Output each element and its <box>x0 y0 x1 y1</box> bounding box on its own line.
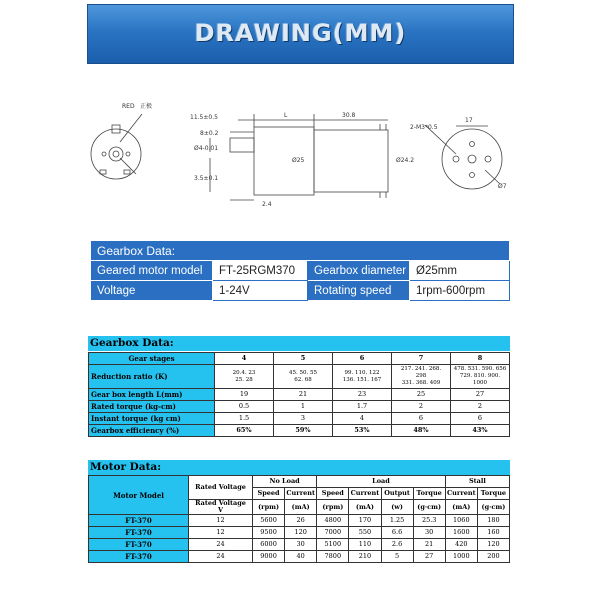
table-cell: 24 <box>189 539 253 551</box>
table-cell: 27 <box>451 389 510 401</box>
dim-8: Ø24.2 <box>396 157 415 164</box>
dim-1: 11.5±0.5 <box>190 114 218 121</box>
table-cell: 8 <box>451 353 510 365</box>
subheader-cell: Output <box>381 488 413 500</box>
table-row <box>89 539 510 551</box>
gearbox-section-title: Gearbox Data: <box>88 336 510 351</box>
table-cell: 210 <box>349 551 381 563</box>
table-cell <box>274 365 333 389</box>
ratio-line: 331. 368. 409 <box>401 380 441 386</box>
table-cell: 4800 <box>317 515 349 527</box>
unit-cell: (g·cm) <box>477 500 509 515</box>
table-cell <box>451 365 510 389</box>
table-cell: 4 <box>215 353 274 365</box>
table-cell: 30 <box>413 527 445 539</box>
dim-7: Ø25 <box>292 157 305 164</box>
table-cell: 5600 <box>253 515 285 527</box>
spec-key: Rotating speed <box>308 281 410 301</box>
banner-title: DRAWING(MM) <box>194 19 407 47</box>
no-load-header: No Load <box>253 476 317 488</box>
red-label: RED <box>122 103 135 110</box>
table-cell: 6 <box>333 353 392 365</box>
ratio-line: 20.4. 23 <box>232 369 256 376</box>
table-cell: 23 <box>333 389 392 401</box>
table-cell: 9500 <box>253 527 285 539</box>
table-cell: 27 <box>413 551 445 563</box>
table-cell: 2.6 <box>381 539 413 551</box>
table-cell: 48% <box>392 425 451 437</box>
table-cell: 12 <box>189 527 253 539</box>
unit-v: V <box>217 506 224 514</box>
subheader-cell: Speed <box>317 488 349 500</box>
rated-voltage-label-2: Rated Voltage <box>195 499 246 507</box>
table-cell: 200 <box>477 551 509 563</box>
motor-model-label: Motor Model <box>89 476 189 515</box>
table-cell: FT-370 <box>89 539 189 551</box>
ratio-line: 45. 50. 55 <box>289 369 317 376</box>
table-cell: 1.5 <box>215 413 274 425</box>
efficiency-label: Gearbox efficiency (%) <box>89 425 215 437</box>
dim-11: 17 <box>465 117 473 124</box>
table-cell: 2 <box>392 401 451 413</box>
dim-4: 8±0.2 <box>200 130 219 137</box>
dim-12: Ø7 <box>498 183 507 190</box>
spec-value: Ø25mm <box>410 261 510 281</box>
unit-cell <box>189 500 253 515</box>
table-cell: 21 <box>413 539 445 551</box>
end-view-right <box>425 125 502 189</box>
table-cell: 19 <box>215 389 274 401</box>
table-cell <box>333 365 392 389</box>
gearbox-table <box>88 352 510 437</box>
table-cell: 25.3 <box>413 515 445 527</box>
table-cell: FT-370 <box>89 551 189 563</box>
pole-label: 正极 <box>140 103 153 110</box>
table-cell: 1000 <box>445 551 477 563</box>
table-cell: 7 <box>392 353 451 365</box>
table-cell: 9000 <box>253 551 285 563</box>
table-cell: 1.7 <box>333 401 392 413</box>
dim-10: 2-M3*0.5 <box>410 124 438 131</box>
spec-key: Voltage <box>91 281 213 301</box>
unit-cell: (mA) <box>349 500 381 515</box>
table-cell: 2 <box>451 401 510 413</box>
spec-value: FT-25RGM370 <box>213 261 308 281</box>
table-cell: 6.6 <box>381 527 413 539</box>
motor-section-title: Motor Data: <box>88 460 510 475</box>
table-cell: 0.5 <box>215 401 274 413</box>
rated-torque-label: Rated torque (kg-cm) <box>89 401 215 413</box>
table-cell: 7800 <box>317 551 349 563</box>
subheader-cell: Torque <box>413 488 445 500</box>
table-row <box>89 551 510 563</box>
table-row <box>89 527 510 539</box>
stall-header: Stall <box>445 476 509 488</box>
table-cell: 24 <box>189 551 253 563</box>
unit-cell: (mA) <box>285 500 317 515</box>
spec-header: Gearbox Data: <box>91 241 510 261</box>
table-row <box>89 353 510 365</box>
spec-key: Gearbox diameter <box>308 261 410 281</box>
table-row <box>89 365 510 389</box>
table-cell: 26 <box>285 515 317 527</box>
table-cell: 120 <box>285 527 317 539</box>
ratio-line: 298 <box>415 373 427 379</box>
table-cell: 12 <box>189 515 253 527</box>
table-row <box>89 401 510 413</box>
table-cell: FT-370 <box>89 527 189 539</box>
table-row <box>89 389 510 401</box>
instant-torque-label: Instant torque (kg cm) <box>89 413 215 425</box>
table-cell: 40 <box>285 551 317 563</box>
ratio-line: 25. 28 <box>235 376 253 383</box>
dim-9: 2.4 <box>262 201 272 208</box>
spec-row <box>91 281 510 301</box>
table-cell: FT-370 <box>89 515 189 527</box>
table-cell: 170 <box>349 515 381 527</box>
subheader-cell: Speed <box>253 488 285 500</box>
table-cell: 5100 <box>317 539 349 551</box>
dim-5: Ø4-0.01 <box>194 145 219 152</box>
table-row <box>89 476 510 488</box>
title-banner <box>87 4 514 64</box>
table-cell: 6000 <box>253 539 285 551</box>
table-row <box>89 515 510 527</box>
table-cell: 30 <box>285 539 317 551</box>
table-cell: 120 <box>477 539 509 551</box>
motor-table <box>88 475 510 563</box>
table-cell: 7000 <box>317 527 349 539</box>
table-cell: 43% <box>451 425 510 437</box>
subheader-cell: Current <box>445 488 477 500</box>
table-cell: 160 <box>477 527 509 539</box>
ratio-label: Reduction ratio (K) <box>89 365 215 389</box>
dim-6: 3.5±0.1 <box>194 175 219 182</box>
table-cell: 4 <box>333 413 392 425</box>
spec-key: Geared motor model <box>91 261 213 281</box>
technical-drawing <box>80 92 520 210</box>
table-cell: 53% <box>333 425 392 437</box>
table-cell: 110 <box>349 539 381 551</box>
ratio-line: 62. 68 <box>294 376 312 383</box>
rated-voltage-label: Rated Voltage <box>189 476 253 500</box>
table-cell: 21 <box>274 389 333 401</box>
table-cell: 420 <box>445 539 477 551</box>
dim-3: 30.8 <box>342 112 356 119</box>
spec-row <box>91 261 510 281</box>
dim-2: L <box>284 112 288 119</box>
spec-value: 1rpm-600rpm <box>410 281 510 301</box>
table-row <box>89 425 510 437</box>
spec-value: 1-24V <box>213 281 308 301</box>
unit-cell: (mA) <box>445 500 477 515</box>
unit-cell: (rpm) <box>317 500 349 515</box>
ratio-line: 99. 110. 122 <box>344 369 380 376</box>
table-cell: 180 <box>477 515 509 527</box>
end-view-left <box>91 114 142 179</box>
subheader-cell: Current <box>349 488 381 500</box>
table-cell: 65% <box>215 425 274 437</box>
table-cell: 25 <box>392 389 451 401</box>
table-cell: 5 <box>381 551 413 563</box>
unit-cell: (w) <box>381 500 413 515</box>
gearbox-spec-table <box>90 240 510 301</box>
table-cell: 1600 <box>445 527 477 539</box>
table-cell: 1.25 <box>381 515 413 527</box>
length-label: Gear box length L(mm) <box>89 389 215 401</box>
spec-header-row <box>91 241 510 261</box>
table-cell: 6 <box>392 413 451 425</box>
unit-cell: (rpm) <box>253 500 285 515</box>
table-cell: 3 <box>274 413 333 425</box>
table-row <box>89 413 510 425</box>
table-cell: 6 <box>451 413 510 425</box>
table-cell <box>215 365 274 389</box>
table-cell: 550 <box>349 527 381 539</box>
drawing-svg <box>80 92 520 210</box>
ratio-line: 1000 <box>473 380 487 386</box>
table-cell <box>392 365 451 389</box>
table-cell: 1 <box>274 401 333 413</box>
subheader-cell: Current <box>285 488 317 500</box>
table-cell: 59% <box>274 425 333 437</box>
table-cell: 5 <box>274 353 333 365</box>
table-cell: 1060 <box>445 515 477 527</box>
ratio-line: 478. 531. 590. 656 <box>453 366 507 372</box>
subheader-cell: Torque <box>477 488 509 500</box>
unit-cell: (g·cm) <box>413 500 445 515</box>
ratio-line: 217. 241. 268. <box>400 366 442 372</box>
stages-label: Gear stages <box>89 353 215 365</box>
ratio-line: 729. 810. 900. <box>459 373 501 379</box>
ratio-line: 136. 151. 167 <box>342 376 382 383</box>
load-header: Load <box>317 476 446 488</box>
